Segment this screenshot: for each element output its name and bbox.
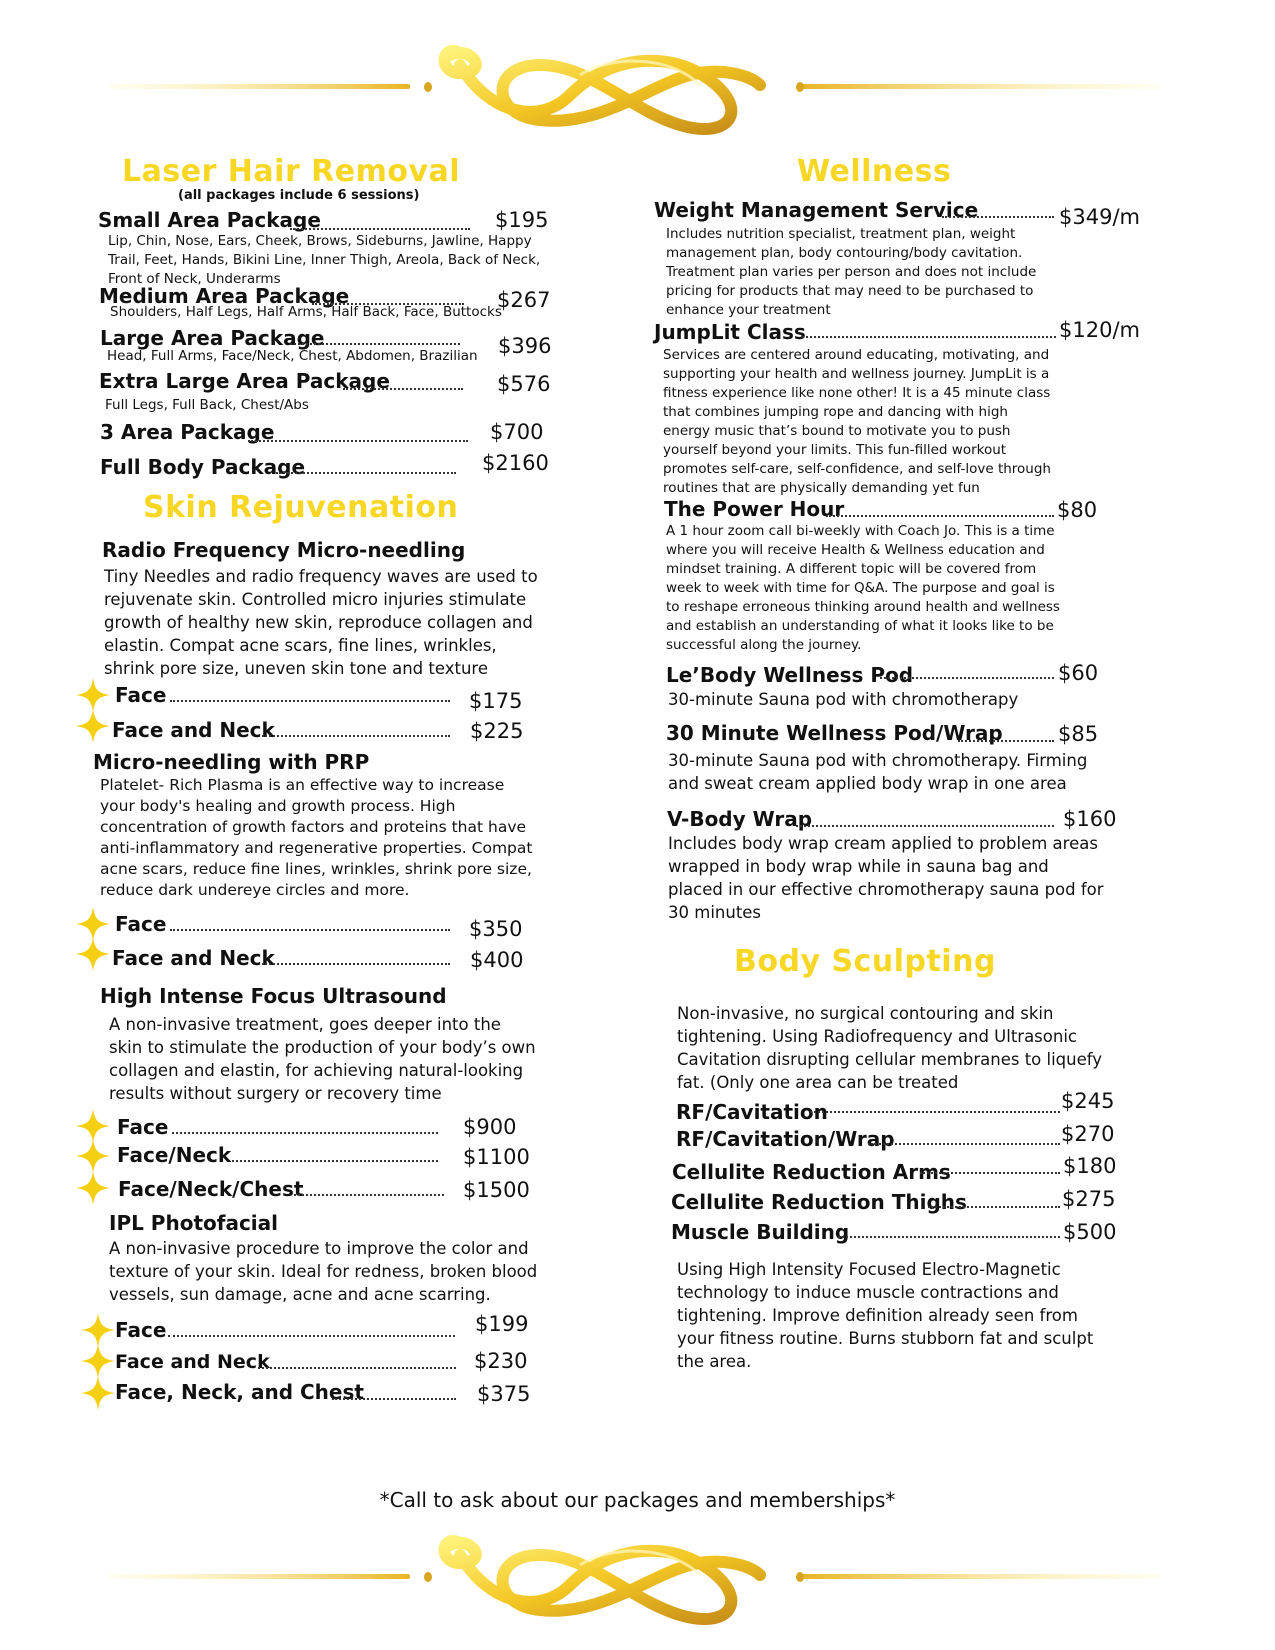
dot-leader <box>958 740 1054 742</box>
dot-leader <box>343 388 463 390</box>
body-outro-desc: Using High Intensity Focused Electro-Magnetic technology to induce muscle contractions and tightening. Improve definition already seen from your fitness routine. Burns stubborn fat and sculpt the area. <box>677 1260 1094 1371</box>
hifu-option-face-neck-price: $1100 <box>463 1145 530 1169</box>
wellness-powerhour-name: The Power Hour <box>664 497 845 521</box>
dot-leader <box>232 1160 438 1162</box>
laser-section-title: Laser Hair Removal <box>122 154 461 189</box>
laser-package-note: (all packages include 6 sessions) <box>178 188 420 203</box>
wellness-pod-price: $60 <box>1058 661 1099 685</box>
hifu-option-face-neck-name: Face/Neck <box>117 1143 232 1167</box>
wellness-pod-desc: 30-minute Sauna pod with chromotherapy <box>668 690 1019 709</box>
hifu-option-face-price: $900 <box>463 1115 517 1139</box>
rf-option-face-neck-price: $225 <box>470 719 524 743</box>
dot-leader <box>868 1143 1060 1145</box>
prp-option-face-neck-name: Face and Neck <box>112 946 275 970</box>
wellness-jumplit-name: JumpLit Class <box>654 320 806 344</box>
dot-leader <box>838 1236 1060 1238</box>
body-thighs-name: Cellulite Reduction Thighs <box>671 1190 967 1214</box>
body-intro-desc: Non-invasive, no surgical contouring and skin tightening. Using Radiofrequency and Ultrasonic Cavitation disrupting cellular membranes to liquefy fat. (Only one area can be treated <box>677 1004 1103 1092</box>
body-rfcav-name: RF/Cavitation <box>676 1100 828 1124</box>
wellness-weight-desc: Includes nutrition specialist, treatment plan, weight management plan, body contouring/body cavitation. Treatment plan varies per person and does not include pricing for products that may need to be purchased to enhance your treatment <box>666 226 1037 318</box>
star-bullet-icon <box>75 708 111 744</box>
laser-item-large-name: Large Area Package <box>100 326 325 350</box>
body-section-title: Body Sculpting <box>734 944 996 979</box>
body-muscle-name: Muscle Building <box>671 1220 850 1244</box>
body-arms-price: $180 <box>1063 1154 1117 1178</box>
bottom-ornament <box>110 1525 1165 1635</box>
packages-memberships-note: *Call to ask about our packages and memberships* <box>379 1488 896 1512</box>
dot-leader <box>290 343 460 345</box>
rf-option-face-name: Face <box>115 683 167 707</box>
laser-item-xl-desc: Full Legs, Full Back, Chest/Abs <box>105 397 309 413</box>
ipl-option-face-neck-price: $230 <box>474 1349 528 1373</box>
dot-leader <box>170 929 450 931</box>
ipl-option-face-neck-name: Face and Neck <box>115 1351 270 1373</box>
ipl-option-face-price: $199 <box>475 1312 529 1336</box>
laser-item-medium-price: $267 <box>497 288 551 312</box>
dot-leader <box>920 1172 1060 1174</box>
wellness-jumplit-price: $120/m <box>1059 318 1140 342</box>
hifu-treatment-name: High Intense Focus Ultrasound <box>100 984 447 1008</box>
wellness-vbody-price: $160 <box>1063 807 1117 831</box>
body-arms-name: Cellulite Reduction Arms <box>672 1160 951 1184</box>
rf-treatment-name: Radio Frequency Micro-needling <box>102 538 466 562</box>
wellness-pod-name: Le’Body Wellness Pod <box>666 663 914 687</box>
laser-item-small-desc: Lip, Chin, Nose, Ears, Cheek, Brows, Sideburns, Jawline, Happy Trail, Feet, Hands, Bikini Line, Inner Thigh, Areola, Back of Neck, Front of Neck, Underarms <box>108 233 541 287</box>
prp-option-face-price: $350 <box>469 917 523 941</box>
prp-option-face-neck-price: $400 <box>470 948 524 972</box>
wellness-podwrap-name: 30 Minute Wellness Pod/Wrap <box>666 721 1003 745</box>
prp-treatment-name: Micro-needling with PRP <box>93 750 370 774</box>
wellness-vbody-desc: Includes body wrap cream applied to problem areas wrapped in body wrap while in sauna bag and placed in our effective chromotherapy sauna pod for 30 minutes <box>668 834 1104 922</box>
body-rfcav-price: $245 <box>1061 1089 1115 1113</box>
wellness-weight-name: Weight Management Service <box>654 198 979 222</box>
laser-item-xl-price: $576 <box>497 372 551 396</box>
dot-leader <box>294 1194 444 1196</box>
laser-item-medium-desc: Shoulders, Half Legs, Half Arms, Half Back, Face, Buttocks <box>110 304 502 320</box>
wellness-jumplit-desc: Services are centered around educating, motivating, and supporting your health and wellness journey. JumpLit is a fitness experience like none other! It is a 45 minute class that combines jumping rope and dancing with high energy music that’s bound to motivate you to push yourself beyond your limits. This fun-filled workout promotes self-care, self-confidence, and self-love through routines that are physically demanding yet fun <box>663 347 1051 496</box>
laser-item-xl-name: Extra Large Area Package <box>99 369 390 393</box>
laser-item-large-price: $396 <box>498 334 552 358</box>
hifu-option-face-name: Face <box>117 1115 169 1139</box>
wellness-powerhour-price: $80 <box>1057 498 1098 522</box>
rf-option-face-neck-name: Face and Neck <box>112 718 275 742</box>
body-thighs-price: $275 <box>1062 1187 1116 1211</box>
star-bullet-icon <box>75 1138 111 1174</box>
laser-item-small-name: Small Area Package <box>98 208 321 232</box>
ipl-treatment-desc: A non-invasive procedure to improve the color and texture of your skin. Ideal for redness, broken blood vessels, sun damage, acne and acne scarring. <box>109 1239 538 1304</box>
wellness-powerhour-desc: A 1 hour zoom call bi-weekly with Coach Jo. This is a time where you will receive Health & Wellness education and mindset training. A different topic will be covered from week to week with time for Q&A. The purpose and goal is to reshape erroneous thinking around health and wellness and establish an understanding of what it looks like to be successful along the journey. <box>666 523 1060 653</box>
hifu-option-face-neck-chest-name: Face/Neck/Chest <box>118 1177 304 1201</box>
wellness-weight-price: $349/m <box>1059 205 1140 229</box>
rf-treatment-desc: Tiny Needles and radio frequency waves are used to rejuvenate skin. Controlled micro injuries stimulate growth of healthy new skin, reproduce collagen and elastin. Compat acne scars, fine lines, wrinkles, shrink pore size, uneven skin tone and texture <box>104 567 538 678</box>
dot-leader <box>170 700 450 702</box>
star-bullet-icon <box>75 1170 111 1206</box>
rf-option-face-price: $175 <box>469 689 523 713</box>
laser-item-3area-name: 3 Area Package <box>100 420 275 444</box>
ipl-option-face-name: Face <box>115 1318 167 1342</box>
ipl-option-face-neck-chest-price: $375 <box>477 1382 531 1406</box>
wellness-podwrap-price: $85 <box>1058 722 1099 746</box>
dot-leader <box>796 825 1054 827</box>
body-rfcavwrap-name: RF/Cavitation/Wrap <box>676 1127 895 1151</box>
dot-leader <box>802 336 1056 338</box>
star-bullet-icon <box>80 1343 116 1379</box>
top-ornament <box>110 35 1165 145</box>
dot-leader <box>276 472 456 474</box>
wellness-section-title: Wellness <box>797 154 952 189</box>
dot-leader <box>928 1206 1060 1208</box>
skin-section-title: Skin Rejuvenation <box>143 490 459 525</box>
body-muscle-price: $500 <box>1063 1220 1117 1244</box>
wellness-podwrap-desc: 30-minute Sauna pod with chromotherapy. Firming and sweat cream applied body wrap in one area <box>668 751 1088 793</box>
prp-treatment-desc: Platelet- Rich Plasma is an effective way to increase your body's healing and growth process. High concentration of growth factors and proteins that have anti-inflammatory and regenerative properties. Compat acne scars, reduce fine lines, wrinkles, shrink pore size, reduce dark undereye circles and more. <box>100 776 533 899</box>
laser-item-small-price: $195 <box>495 208 549 232</box>
dot-leader <box>942 216 1054 218</box>
dot-leader <box>262 963 450 965</box>
star-bullet-icon <box>75 936 111 972</box>
dot-leader <box>826 515 1054 517</box>
hifu-treatment-desc: A non-invasive treatment, goes deeper into the skin to stimulate the production of your body’s own collagen and elastin, for achieving natural-looking results without surgery or recovery time <box>109 1015 536 1103</box>
dot-leader <box>880 677 1054 679</box>
ipl-option-face-neck-chest-name: Face, Neck, and Chest <box>115 1380 364 1404</box>
dot-leader <box>168 1335 455 1337</box>
star-bullet-icon <box>80 1375 116 1411</box>
dot-leader <box>332 1398 456 1400</box>
dot-leader <box>262 735 450 737</box>
ipl-treatment-name: IPL Photofacial <box>109 1211 279 1235</box>
dot-leader <box>248 440 468 442</box>
dot-leader <box>290 228 470 230</box>
dot-leader <box>258 1367 456 1369</box>
laser-item-3area-price: $700 <box>490 420 544 444</box>
dot-leader <box>810 1111 1060 1113</box>
prp-option-face-name: Face <box>115 912 167 936</box>
laser-item-fullbody-price: $2160 <box>482 451 549 475</box>
laser-item-large-desc: Head, Full Arms, Face/Neck, Chest, Abdomen, Brazilian <box>107 348 478 364</box>
hifu-option-face-neck-chest-price: $1500 <box>463 1178 530 1202</box>
laser-item-medium-name: Medium Area Package <box>99 284 350 308</box>
dot-leader <box>172 1132 438 1134</box>
wellness-vbody-name: V-Body Wrap <box>667 807 813 831</box>
laser-item-fullbody-name: Full Body Package <box>100 455 306 479</box>
body-rfcavwrap-price: $270 <box>1061 1122 1115 1146</box>
